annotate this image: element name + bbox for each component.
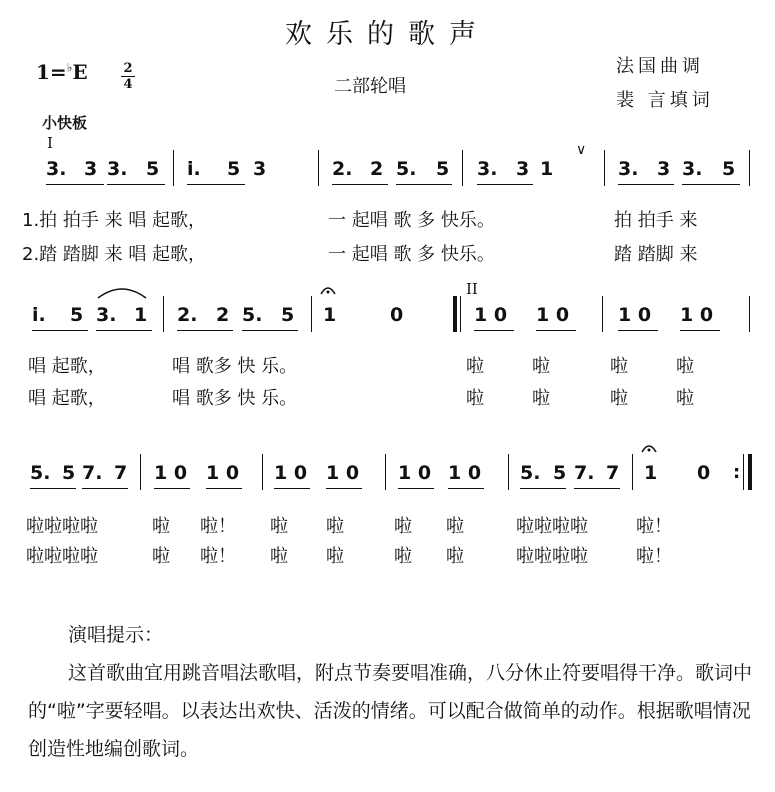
lyric-line: 拍 拍手 来 xyxy=(614,210,698,231)
note: 1 0 xyxy=(206,462,240,484)
bar-line xyxy=(140,454,141,490)
song-title: 欢乐的歌声 xyxy=(285,19,490,50)
bar-line xyxy=(749,296,750,332)
fermata-icon xyxy=(319,282,337,296)
note: i. xyxy=(187,158,201,180)
eighth-beam xyxy=(477,184,533,185)
note: 3. xyxy=(46,158,67,180)
eighth-beam xyxy=(680,330,720,331)
flat-sign: ♭ xyxy=(66,60,73,75)
note: 1 0 xyxy=(274,462,308,484)
meter-top: 2 xyxy=(123,61,133,76)
eighth-beam xyxy=(32,330,88,331)
eighth-beam xyxy=(154,488,190,489)
note: 1 0 xyxy=(474,304,508,326)
bar-line xyxy=(508,454,509,490)
bar-line xyxy=(173,150,174,186)
lyric-line: 1.拍 拍手 来 唱 起歌， xyxy=(22,210,207,231)
tempo-marking: 小快板 xyxy=(42,114,88,132)
lyric-la: 啦 xyxy=(446,516,464,537)
note: 1 0 xyxy=(326,462,360,484)
lyric-la: 啦 xyxy=(326,516,344,537)
lyric-la: 啦 xyxy=(394,516,412,537)
note: 7 xyxy=(114,462,128,484)
lyric-line: 唱 起歌， xyxy=(28,356,106,377)
lyric-line: 唱 歌多 快 乐。 xyxy=(172,388,298,409)
note: 5 xyxy=(722,158,736,180)
lyric-la: 啦 xyxy=(610,356,628,377)
bar-line xyxy=(749,150,750,186)
note: 7 xyxy=(606,462,620,484)
final-bar xyxy=(748,454,752,490)
lyric-la: 啦 xyxy=(270,516,288,537)
hint-heading: 演唱提示： xyxy=(68,624,164,646)
eighth-beam xyxy=(206,488,242,489)
note: 5 xyxy=(281,304,295,326)
bar-line xyxy=(311,296,312,332)
note: 1 xyxy=(323,304,337,326)
note: 1 0 xyxy=(154,462,188,484)
note: 5. xyxy=(520,462,541,484)
note: 2 xyxy=(370,158,384,180)
note: 1 0 xyxy=(398,462,432,484)
note: 1 0 xyxy=(536,304,570,326)
lyric-line: 踏 踏脚 来 xyxy=(614,244,698,265)
eighth-beam xyxy=(396,184,452,185)
eighth-beam xyxy=(332,184,388,185)
key-signature xyxy=(36,60,88,84)
lyricist-credit: 裴 言填词 xyxy=(616,90,714,111)
eighth-beam xyxy=(177,330,233,331)
key-prefix: 1= xyxy=(36,60,67,84)
eighth-beam xyxy=(618,330,658,331)
lyric-line: 啦啦啦啦 xyxy=(26,516,98,537)
lyric-la: 啦 xyxy=(610,388,628,409)
bar-line xyxy=(262,454,263,490)
lyric-line: 一 起唱 歌 多 快乐。 xyxy=(328,210,495,231)
staff-row-1 xyxy=(0,150,775,190)
note: 3 xyxy=(516,158,530,180)
part-two-marker: II xyxy=(466,280,478,298)
bar-line xyxy=(460,296,461,332)
lyric-line: 2.踏 踏脚 来 唱 起歌， xyxy=(22,244,207,265)
lyric-la: 啦！ xyxy=(636,546,672,567)
note: 0 xyxy=(697,462,711,484)
lyric-la: 啦 xyxy=(394,546,412,567)
staff-row-2 xyxy=(0,296,775,336)
lyric-line: 唱 起歌， xyxy=(28,388,106,409)
note: 5 xyxy=(62,462,76,484)
eighth-beam xyxy=(618,184,674,185)
eighth-beam xyxy=(187,184,245,185)
note: 1 xyxy=(134,304,148,326)
note: 3 xyxy=(84,158,98,180)
lyric-la: 啦 xyxy=(676,356,694,377)
note: 3. xyxy=(107,158,128,180)
meter-bottom: 4 xyxy=(123,77,133,92)
note: 3. xyxy=(477,158,498,180)
slur xyxy=(96,284,148,300)
staff-row-3 xyxy=(0,454,775,494)
note: 5 xyxy=(436,158,450,180)
lyric-line: 啦啦啦啦 xyxy=(516,546,588,567)
time-signature xyxy=(121,62,135,91)
repeat-bar xyxy=(453,296,457,332)
note: 2. xyxy=(177,304,198,326)
note: 5. xyxy=(242,304,263,326)
eighth-beam xyxy=(30,488,76,489)
eighth-beam xyxy=(96,330,152,331)
bar-line xyxy=(462,150,463,186)
lyric-line: 一 起唱 歌 多 快乐。 xyxy=(328,244,495,265)
bar-line xyxy=(602,296,603,332)
lyric-la: 啦 xyxy=(152,546,170,567)
eighth-beam xyxy=(448,488,484,489)
lyric-la: 啦 xyxy=(676,388,694,409)
note: 5 xyxy=(70,304,84,326)
note: 2 xyxy=(216,304,230,326)
lyric-la: 啦！ xyxy=(636,516,672,537)
lyric-la: 啦 xyxy=(446,546,464,567)
part-one-marker: I xyxy=(47,134,53,152)
bar-line xyxy=(385,454,386,490)
note: 3. xyxy=(682,158,703,180)
lyric-la: 啦 xyxy=(466,356,484,377)
note: 2. xyxy=(332,158,353,180)
bar-line xyxy=(743,454,744,490)
note: 3 xyxy=(657,158,671,180)
eighth-beam xyxy=(107,184,165,185)
lyric-la: 啦 xyxy=(326,546,344,567)
lyric-la: 啦！ xyxy=(200,516,236,537)
eighth-beam xyxy=(474,330,514,331)
lyric-la: 啦 xyxy=(532,356,550,377)
note: 1 0 xyxy=(618,304,652,326)
key-note: E xyxy=(72,60,88,84)
repeat-dots: : xyxy=(733,462,741,483)
hint-text xyxy=(28,654,758,768)
lyric-la: 啦 xyxy=(270,546,288,567)
note: 5. xyxy=(396,158,417,180)
bar-line xyxy=(604,150,605,186)
eighth-beam xyxy=(682,184,740,185)
note: 3. xyxy=(96,304,117,326)
note: 1 xyxy=(540,158,554,180)
lyric-line: 唱 歌多 快 乐。 xyxy=(172,356,298,377)
note: 5 xyxy=(146,158,160,180)
lyric-la: 啦！ xyxy=(200,546,236,567)
eighth-beam xyxy=(520,488,566,489)
note: 7. xyxy=(82,462,103,484)
note: i. xyxy=(32,304,46,326)
lyric-line: 啦啦啦啦 xyxy=(516,516,588,537)
note: 1 0 xyxy=(680,304,714,326)
note: 5 xyxy=(553,462,567,484)
eighth-beam xyxy=(46,184,104,185)
eighth-beam xyxy=(274,488,310,489)
composer-credit: 法国曲调 xyxy=(616,56,704,77)
note: 3 xyxy=(253,158,267,180)
eighth-beam xyxy=(242,330,298,331)
note: 7. xyxy=(574,462,595,484)
note: 3. xyxy=(618,158,639,180)
eighth-beam xyxy=(574,488,620,489)
note: 5 xyxy=(227,158,241,180)
lyric-line: 啦啦啦啦 xyxy=(26,546,98,567)
eighth-beam xyxy=(536,330,576,331)
hint-paragraph: 这首歌曲宜用跳音唱法歌唱，附点节奏要唱准确，八分休止符要唱得干净。歌词中的“啦”字要轻唱。以表达出欢快、活泼的情绪。可以配合做简单的动作。根据歌唱情况创造性地编创歌词。 xyxy=(28,662,753,760)
bar-line xyxy=(318,150,319,186)
performance-form: 二部轮唱 xyxy=(334,76,406,97)
lyric-la: 啦 xyxy=(466,388,484,409)
note: 0 xyxy=(390,304,404,326)
note: 1 xyxy=(644,462,658,484)
fermata-icon xyxy=(640,440,658,454)
bar-line xyxy=(163,296,164,332)
lyric-la: 啦 xyxy=(532,388,550,409)
eighth-beam xyxy=(82,488,128,489)
eighth-beam xyxy=(326,488,362,489)
note: 5. xyxy=(30,462,51,484)
bar-line xyxy=(632,454,633,490)
lyric-la: 啦 xyxy=(152,516,170,537)
note: 1 0 xyxy=(448,462,482,484)
eighth-beam xyxy=(398,488,434,489)
breath-mark: ∨ xyxy=(576,142,587,158)
